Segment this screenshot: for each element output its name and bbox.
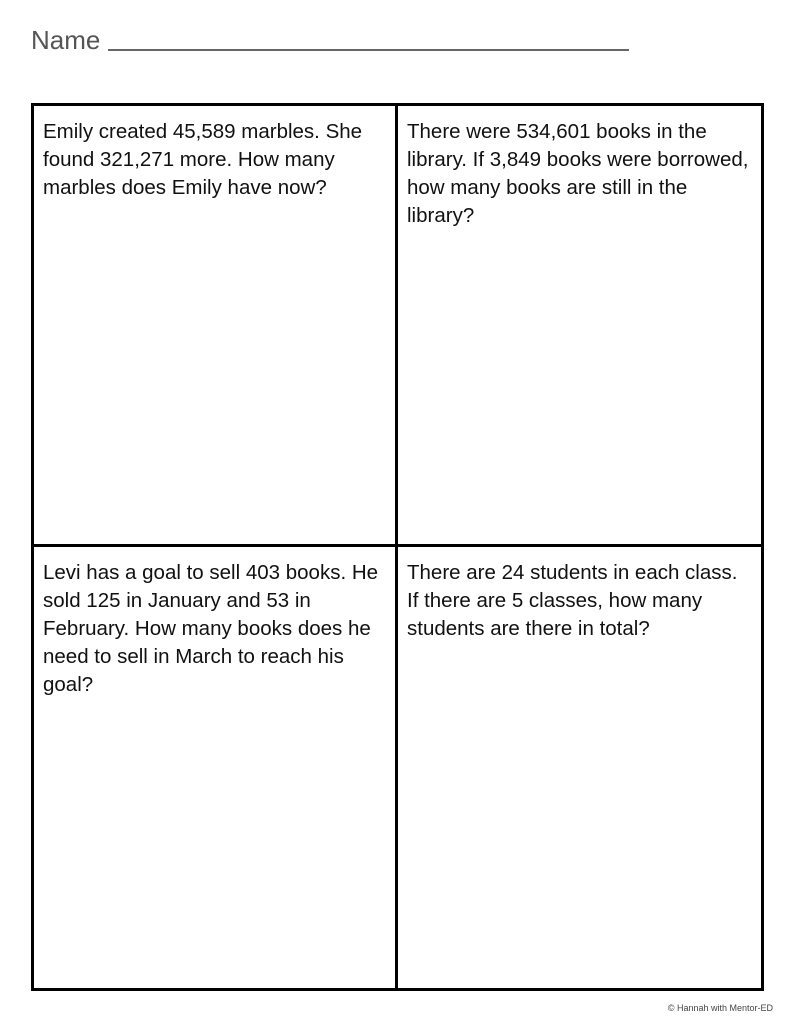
problem-text: Levi has a goal to sell 403 books. He sold 125 in January and 53 in February. How many books does he need to sell in March to reach his goal? [43,561,379,696]
name-label: Name [31,25,101,55]
problem-text: Emily created 45,589 marbles. She found 321,271 more. How many marbles does Emily have now? [43,120,363,199]
problem-grid [31,103,764,991]
problem-box-4[interactable] [398,547,761,988]
copyright-footer: © Hannah with Mentor-ED [667,1003,773,1013]
problem-text: There were 534,601 books in the library. If 3,849 books were borrowed, how many books are still in the library? [407,120,749,227]
problem-box-1[interactable] [34,106,398,547]
problem-box-2[interactable] [398,106,761,547]
name-field [31,24,629,56]
problem-box-3[interactable] [34,547,398,988]
name-write-line[interactable] [108,49,629,51]
problem-text: There are 24 students in each class. If there are 5 classes, how many students are there in total? [407,561,738,640]
